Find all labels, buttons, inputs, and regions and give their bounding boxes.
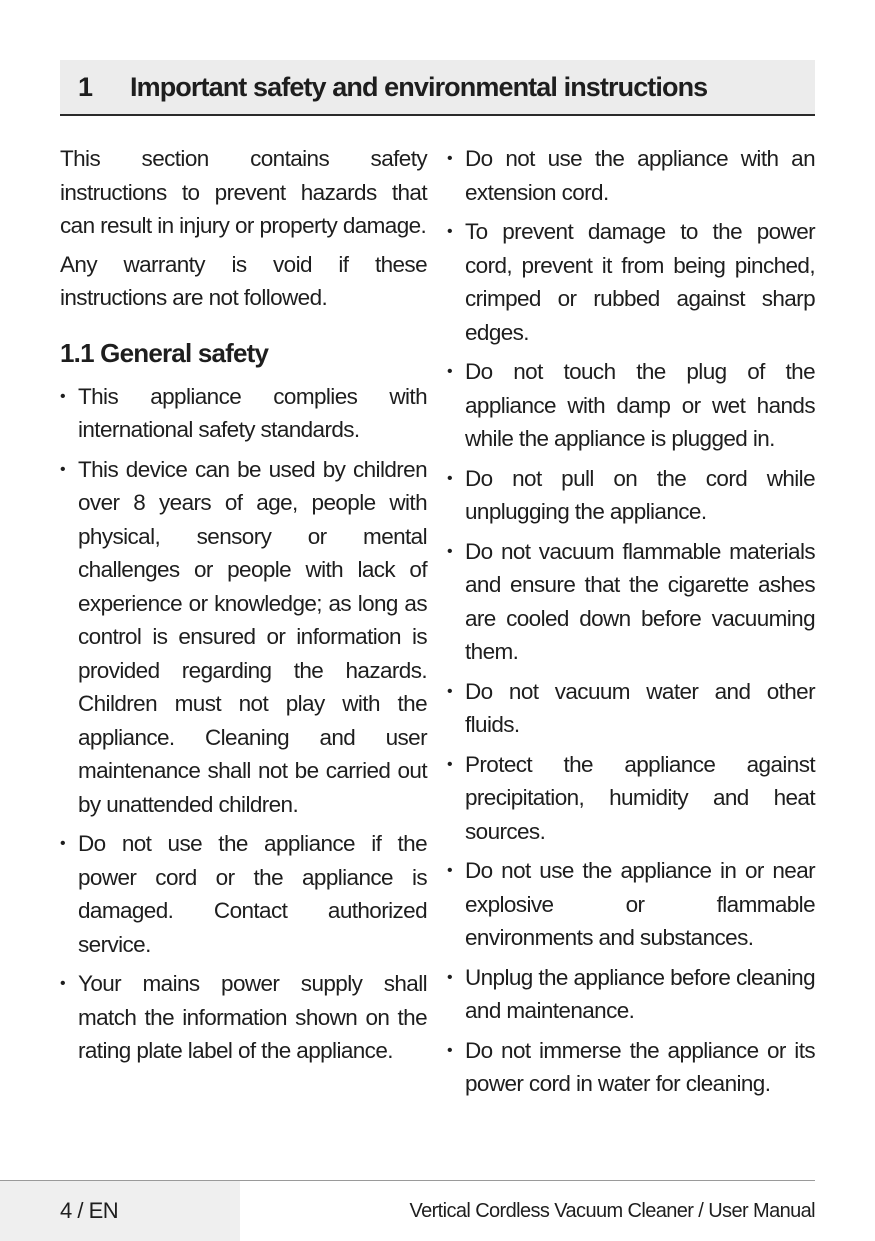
list-item-text: Do not use the appliance in or near explosive or flammable environments and substances. <box>465 858 815 950</box>
intro-paragraph: This section contains safety instructions to prevent hazards that can result in injury or property damage. <box>60 146 427 238</box>
list-item <box>447 854 815 955</box>
list-item <box>447 142 815 209</box>
list-item-text: Do not vacuum water and other fluids. <box>465 678 815 737</box>
list-item <box>447 1034 815 1101</box>
page-number-box <box>0 1181 240 1241</box>
list-item-text: Do not touch the plug of the appliance with damp or wet hands while the appliance is plugged in. <box>465 359 815 451</box>
list-item <box>447 675 815 742</box>
list-item <box>60 827 427 961</box>
bullet-icon: • <box>447 469 453 487</box>
list-item-text: This device can be used by children over 8 years of age, people with physical, sensory or mental challenges or people with lack of experience or knowledge; as long as control is ensured or information is provided regarding the hazards. Children must not play with the appliance. Cleaning and user maintenance shall not be carried out by unattended children. <box>78 456 427 817</box>
bullet-icon: • <box>447 755 453 773</box>
intro-paragraph: Any warranty is void if these instructions are not followed. <box>60 251 427 310</box>
left-bullet-list <box>60 380 427 1068</box>
list-item-text: Unplug the appliance before cleaning and maintenance. <box>465 964 815 1023</box>
list-item <box>447 535 815 669</box>
list-item-text: Your mains power supply shall match the information shown on the rating plate label of the appliance. <box>78 971 427 1063</box>
list-item <box>447 215 815 349</box>
list-item-text: To prevent damage to the power cord, prevent it from being pinched, crimped or rubbed against sharp edges. <box>465 219 815 345</box>
right-bullet-list <box>447 142 815 1101</box>
chapter-title: Important safety and environmental instructions <box>130 71 708 102</box>
bullet-icon: • <box>447 363 453 380</box>
list-item-text: Do not use the appliance with an extension cord. <box>465 146 815 205</box>
bullet-icon: • <box>60 460 66 478</box>
list-item-text: Do not immerse the appliance or its power cord in water for cleaning. <box>465 1037 815 1096</box>
list-item-text: Do not use the appliance if the power cord or the appliance is damaged. Contact authorized service. <box>78 831 427 957</box>
section-heading: 1.1 General safety <box>60 337 269 368</box>
bullet-icon: • <box>447 542 453 560</box>
list-item <box>447 355 815 456</box>
bullet-icon: • <box>447 682 453 700</box>
list-item-text: Do not pull on the cord while unplugging the appliance. <box>465 465 815 524</box>
bullet-icon: • <box>447 968 453 986</box>
bullet-icon: • <box>447 1041 453 1059</box>
chapter-header <box>60 60 815 116</box>
bullet-icon: • <box>60 975 66 992</box>
bullet-icon: • <box>447 223 453 240</box>
list-item-text: Do not vacuum flammable materials and ensure that the cigarette ashes are cooled down before vacuuming them. <box>465 538 815 664</box>
bullet-icon: • <box>447 150 453 167</box>
list-item <box>447 462 815 529</box>
list-item-text: Protect the appliance against precipitation, humidity and heat sources. <box>465 751 815 844</box>
list-item-text: This appliance complies with international safety standards. <box>78 383 427 442</box>
document-title-footer <box>409 1181 815 1241</box>
chapter-number: 1 <box>78 71 93 102</box>
list-item <box>60 967 427 1068</box>
bullet-icon: • <box>447 862 453 879</box>
bullet-icon: • <box>60 835 66 852</box>
list-item <box>60 380 427 447</box>
list-item <box>447 961 815 1028</box>
bullet-icon: • <box>60 387 66 405</box>
list-item <box>447 748 815 849</box>
right-column <box>447 142 815 1107</box>
left-column <box>60 142 427 1074</box>
document-title: Vertical Cordless Vacuum Cleaner / User Manual <box>409 1199 815 1222</box>
list-item <box>60 453 427 822</box>
page-number: 4 / EN <box>60 1198 119 1223</box>
